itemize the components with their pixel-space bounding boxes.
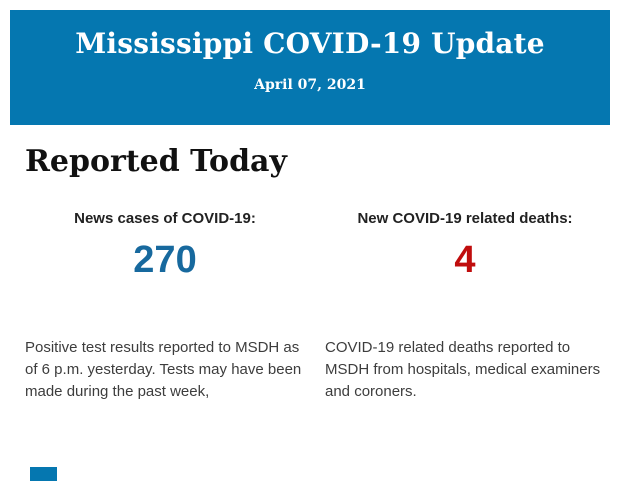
new-cases-value: 270 bbox=[133, 239, 197, 281]
header-banner bbox=[10, 10, 610, 125]
new-cases-label: News cases of COVID-19: bbox=[74, 210, 256, 227]
new-deaths-stat bbox=[325, 210, 605, 280]
section-heading: Reported Today bbox=[25, 144, 287, 179]
page-title: Mississippi COVID-19 Update bbox=[75, 27, 545, 60]
main-content bbox=[0, 125, 620, 403]
new-deaths-description: COVID-19 related deaths reported to MSDH from hospitals, medical examiners and coroners. bbox=[325, 339, 601, 400]
stats-row bbox=[25, 210, 620, 280]
new-cases-description: Positive test results reported to MSDH as of 6 p.m. yesterday. Tests may have been made during the past week, bbox=[25, 339, 302, 400]
new-deaths-label: New COVID-19 related deaths: bbox=[357, 210, 573, 227]
descriptions-row bbox=[25, 337, 620, 403]
footer-partial-element bbox=[30, 467, 57, 481]
new-deaths-value: 4 bbox=[454, 239, 476, 281]
new-cases-stat bbox=[25, 210, 305, 280]
report-date: April 07, 2021 bbox=[254, 77, 366, 93]
